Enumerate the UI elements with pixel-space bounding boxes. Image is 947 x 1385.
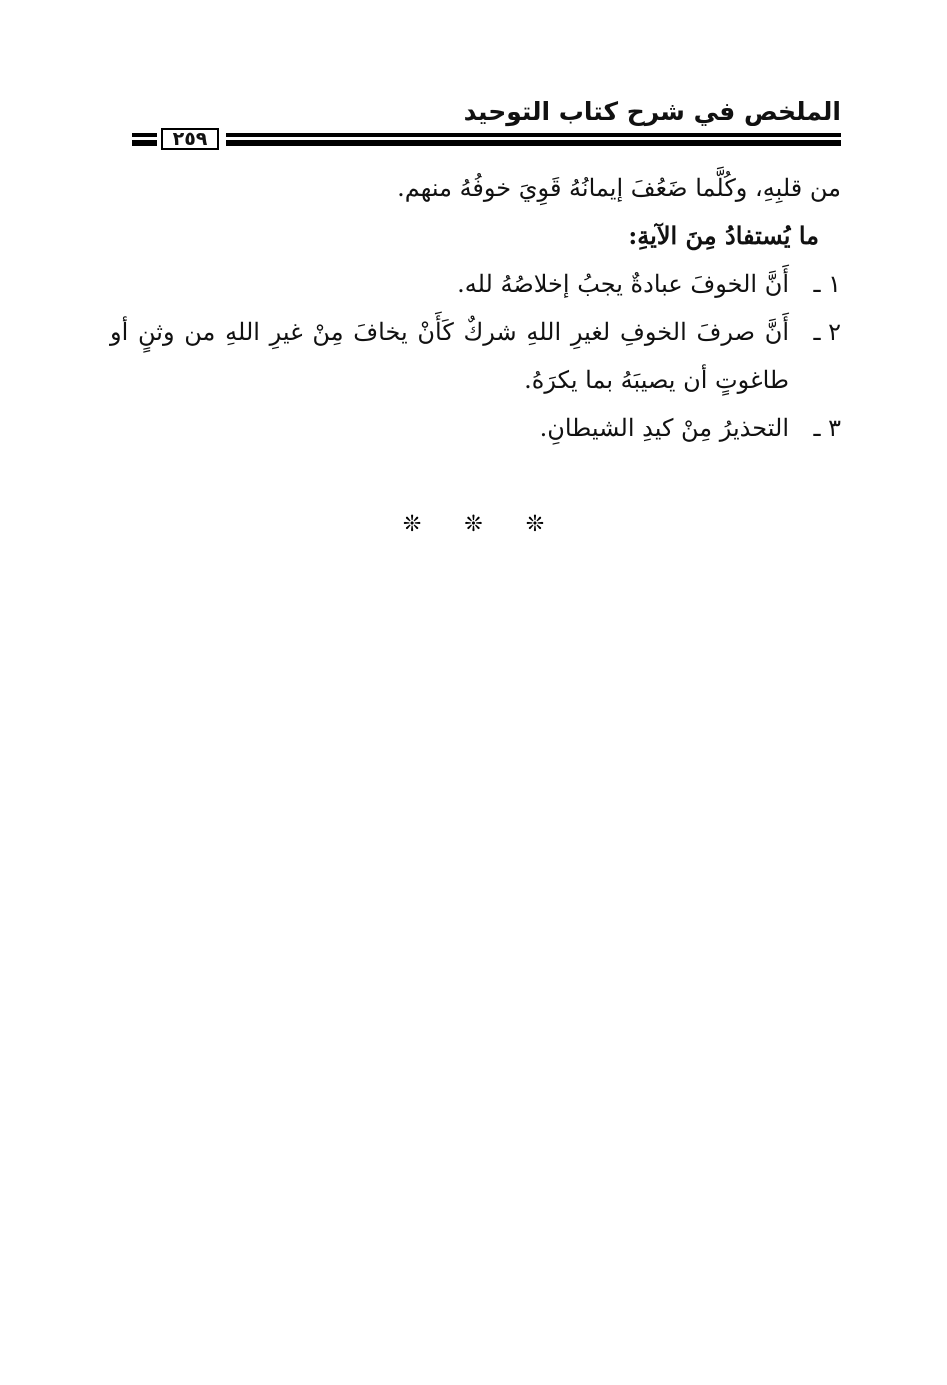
asterism-mark: ❊ — [402, 512, 422, 537]
list-item-number: ٣ ـ — [813, 414, 841, 442]
list-item-line: أَنَّ الخوفَ عبادةٌ يجبُ إخلاصُهُ لله. — [457, 270, 789, 298]
header-rule — [132, 128, 841, 152]
list-item-line: طاغوتٍ أن يصيبَهُ بما يكرَهُ. — [524, 366, 789, 394]
list-item-number: ١ ـ — [813, 270, 841, 298]
section-separator — [0, 512, 947, 537]
list-item-text — [110, 308, 789, 404]
asterism-mark: ❊ — [525, 512, 545, 537]
list-item-text — [110, 260, 789, 308]
list-item-number: ٢ ـ — [813, 318, 841, 346]
body-text — [110, 164, 841, 452]
header-rule-left — [132, 133, 157, 147]
list-item-line: التحذيرُ مِنْ كيدِ الشيطانِ. — [539, 414, 789, 442]
list-item-line: أَنَّ صرفَ الخوفِ لغيرِ اللهِ شركٌ كَأَنْ يخافَ مِنْ غيرِ اللهِ من وثنٍ أو — [110, 318, 789, 346]
continuation-line: من قلبِهِ، وكُلَّما ضَعُفَ إيمانُهُ قَوِيَ خوفُهُ منهم. — [397, 174, 841, 202]
section-heading: ما يُستفادُ مِنَ الآيةِ: — [628, 221, 819, 250]
page-number: ٢٥٩ — [161, 128, 219, 150]
list-item-text — [110, 404, 789, 452]
asterism-mark: ❊ — [464, 512, 483, 537]
list-item — [110, 404, 841, 452]
running-title: الملخص في شرح كتاب التوحيد — [463, 97, 841, 126]
list-item — [110, 308, 841, 404]
header-rule-right — [226, 133, 841, 147]
list-item — [110, 260, 841, 308]
